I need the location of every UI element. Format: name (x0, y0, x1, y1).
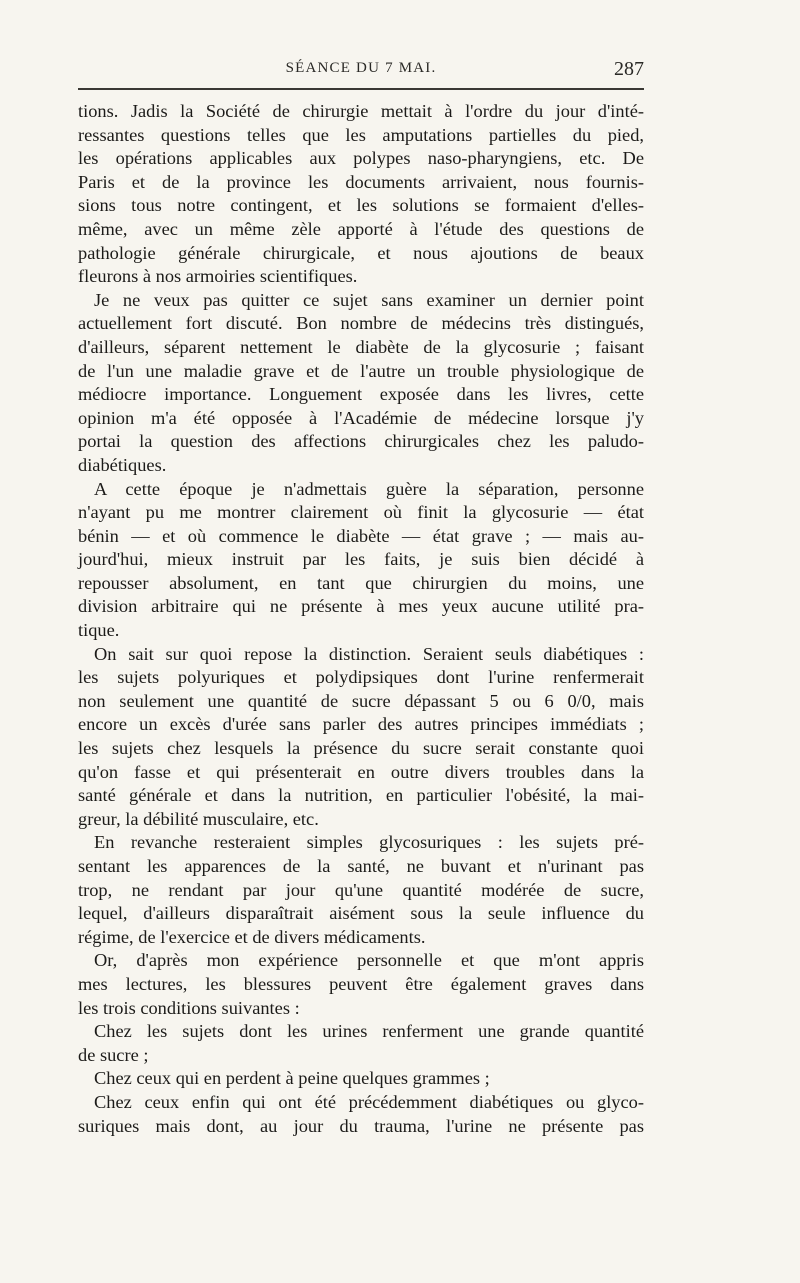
text-line: régime, de l'exercice et de divers médicaments. (78, 926, 426, 947)
text-line: On sait sur quoi repose la distinction. Seraient seuls diabétiques : (94, 643, 644, 664)
text-line: les sujets polyuriques et polydipsiques dont l'urine renfermerait (78, 667, 644, 688)
text-line: les trois conditions suivantes : (78, 997, 300, 1018)
text-line: tions. Jadis la Société de chirurgie mettait à l'ordre du jour d'inté- (78, 101, 644, 121)
text-line: fleurons à nos armoiries scientifiques. (78, 266, 358, 287)
text-line: bénin — et où commence le diabète — état grave ; — mais au- (78, 525, 644, 546)
page-number: 287 (614, 58, 644, 80)
text-line: tique. (78, 620, 120, 641)
text-line: lequel, d'ailleurs disparaîtrait aisément sous la seule influence du (78, 903, 644, 924)
text-line: de sucre ; (78, 1044, 149, 1065)
text-line: même, avec un même zèle apporté à l'étude des questions de (78, 218, 644, 239)
text-line: non seulement une quantité de sucre dépassant 5 ou 6 0/0, mais (78, 690, 644, 711)
text-line: division arbitraire qui ne présente à mes yeux aucune utilité pra- (78, 596, 644, 617)
text-line: repousser absolument, en tant que chirurgien du moins, une (78, 572, 644, 593)
running-header (78, 58, 644, 88)
text-line: Chez ceux enfin qui ont été précédemment diabétiques ou glyco- (94, 1091, 644, 1112)
text-line: médiocre importance. Longuement exposée dans les livres, cette (78, 384, 644, 405)
text-line: pathologie générale chirurgicale, et nous ajoutions de beaux (78, 242, 644, 263)
text-line: Chez ceux qui en perdent à peine quelques grammes ; (94, 1068, 490, 1089)
text-line: opinion m'a été opposée à l'Académie de médecine lorsque j'y (78, 407, 644, 428)
text-line: Paris et de la province les documents arrivaient, nous fournis- (78, 171, 644, 192)
header-rule (78, 88, 644, 90)
text-line: n'ayant pu me montrer clairement où finit la glycosurie — état (78, 502, 644, 523)
text-line: ressantes questions telles que les amputations partielles du pied, (78, 124, 644, 145)
text-line: Je ne veux pas quitter ce sujet sans examiner un dernier point (94, 289, 644, 310)
text-line: qu'on fasse et qui présenterait en outre divers troubles dans la (78, 761, 644, 782)
text-line: suriques mais dont, au jour du trauma, l'urine ne présente pas (78, 1115, 644, 1136)
text-line: greur, la débilité musculaire, etc. (78, 808, 319, 829)
text-line: encore un excès d'urée sans parler des autres principes immédiats ; (78, 714, 644, 735)
text-line: En revanche resteraient simples glycosuriques : les sujets pré- (94, 832, 644, 853)
text-line: Or, d'après mon expérience personnelle et que m'ont appris (94, 950, 644, 971)
text-line: mes lectures, les blessures peuvent être également graves dans (78, 973, 644, 994)
text-line: jourd'hui, mieux instruit par les faits, je suis bien décidé à (78, 549, 644, 570)
text-line: d'ailleurs, séparent nettement le diabète de la glycosurie ; faisant (78, 336, 644, 357)
text-line: A cette époque je n'admettais guère la séparation, personne (94, 478, 644, 499)
text-line: sentant les apparences de la santé, ne buvant et n'urinant pas (78, 856, 644, 876)
text-line: les opérations applicables aux polypes naso-pharyngiens, etc. De (78, 148, 644, 169)
running-title: SÉANCE DU 7 MAI. (285, 60, 437, 76)
text-line: de l'un une maladie grave et de l'autre un trouble physiologique de (78, 360, 644, 381)
body-text (78, 100, 644, 1138)
text-line: Chez les sujets dont les urines renferment une grande quantité (94, 1021, 644, 1042)
text-line: actuellement fort discuté. Bon nombre de médecins très distingués, (78, 313, 644, 334)
text-line: diabétiques. (78, 454, 167, 475)
text-line: sions tous notre contingent, et les solutions se formaient d'elles- (78, 195, 644, 216)
text-line: les sujets chez lesquels la présence du sucre serait constante quoi (78, 738, 644, 759)
text-line: santé générale et dans la nutrition, en particulier l'obésité, la mai- (78, 785, 644, 806)
text-line: portai la question des affections chirurgicales chez les paludo- (78, 431, 644, 452)
text-line: trop, ne rendant par jour qu'une quantité modérée de sucre, (78, 879, 644, 900)
